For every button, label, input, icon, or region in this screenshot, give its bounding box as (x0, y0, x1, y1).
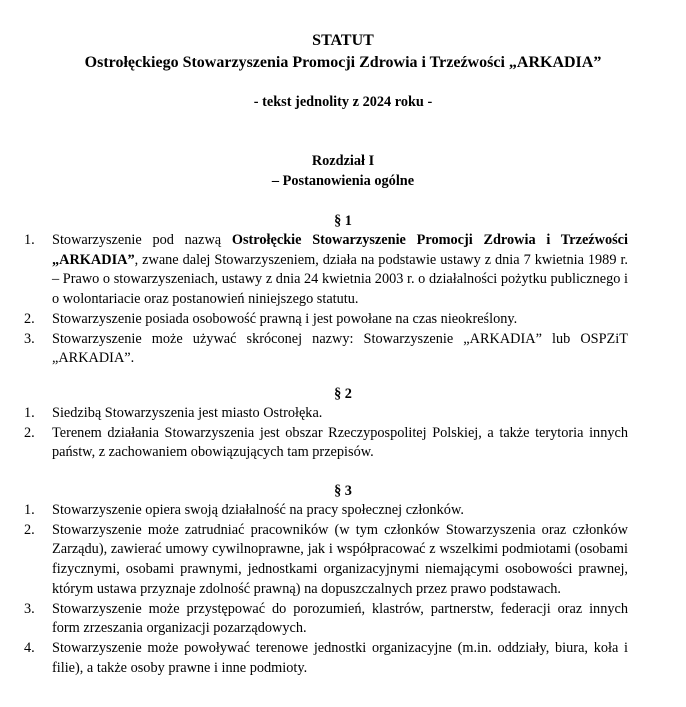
list-item (0, 310, 628, 330)
chapter-name: – Postanowienia ogólne (271, 173, 415, 189)
list-item (0, 521, 628, 600)
item-text: Stowarzyszenie może przystępować do porozumień, klastrów, partnerstw, federacji oraz innych form zrzeszania organizacji pozarządowych. (52, 600, 628, 637)
item-text-post: , zwane dalej Stowarzyszeniem, działa na podstawie ustawy z dnia 7 kwietnia 1989 r. – Prawo o stowarzyszeniach, ustawy z dnia 24 kwietnia 2003 r. o działalności pożytku publicznego i o wolontariacie oraz postanowień niniejszego statutu. (52, 251, 628, 308)
section-title: § 1 (334, 213, 352, 229)
document-title: STATUT (312, 32, 374, 49)
list-item (0, 501, 628, 521)
item-number: 3. (24, 330, 35, 347)
item-number: 1. (24, 502, 35, 518)
section-3-list (0, 501, 686, 678)
item-text: Stowarzyszenie opiera swoją działalność na pracy społecznej członków. (52, 502, 464, 518)
item-number: 4. (24, 639, 35, 656)
item-text-pre: Stowarzyszenie pod nazwą (52, 232, 232, 248)
item-text: Stowarzyszenie może używać skróconej nazwy: Stowarzyszenie „ARKADIA” lub OSPZiT „ARKADIA”. (52, 330, 628, 367)
item-text: Siedzibą Stowarzyszenia jest miasto Ostrołęka. (52, 405, 323, 421)
item-number: 1. (24, 405, 35, 421)
association-name: Ostrołęckie Stowarzyszenie Promocji Zdrowia i Trzeźwości „ARKADIA” (52, 232, 628, 268)
item-number: 2. (24, 424, 35, 441)
list-item (0, 600, 628, 639)
item-text: Stowarzyszenie posiada osobowość prawną i jest powołane na czas nieokreślony. (52, 310, 518, 327)
list-item (0, 330, 628, 369)
list-item (0, 639, 628, 678)
document-subtitle: Ostrołęckiego Stowarzyszenia Promocji Zdrowia i Trzeźwości „ARKADIA” (84, 54, 602, 71)
item-number: 2. (24, 310, 35, 327)
list-item (0, 404, 628, 424)
item-number: 1. (24, 232, 35, 248)
list-item (0, 424, 628, 463)
section-title: § 2 (334, 386, 352, 402)
section-title: § 3 (334, 483, 352, 499)
item-text: Stowarzyszenie może powoływać terenowe jednostki organizacyjne (m.in. oddziały, biura, koła i filie), a także osoby prawne i inne podmioty. (52, 639, 628, 676)
document-edition: - tekst jednolity z 2024 roku - (253, 94, 433, 110)
item-number: 3. (24, 600, 35, 617)
item-number: 2. (24, 521, 35, 538)
item-text: Terenem działania Stowarzyszenia jest obszar Rzeczypospolitej Polskiej, a także terytoria innych państw, z zachowaniem obowiązujących tam przepisów. (52, 424, 628, 461)
list-item (0, 231, 628, 310)
section-2-list (0, 404, 686, 463)
chapter-number: Rozdział I (311, 153, 375, 169)
section-1-list (0, 231, 686, 369)
item-text: Stowarzyszenie może zatrudniać pracowników (w tym członków Stowarzyszenia oraz członków Zarządu), zawierać umowy cywilnoprawne, jak i współpracować z wszelkimi podmiotami (osobami fizycznymi, osobami prawnymi, jednostkami organizacyjnymi niemającymi osobowości prawnej, którym ustawa przyznaje zdolność prawną) na dopuszczalnych przez prawo podstawach. (52, 521, 628, 597)
